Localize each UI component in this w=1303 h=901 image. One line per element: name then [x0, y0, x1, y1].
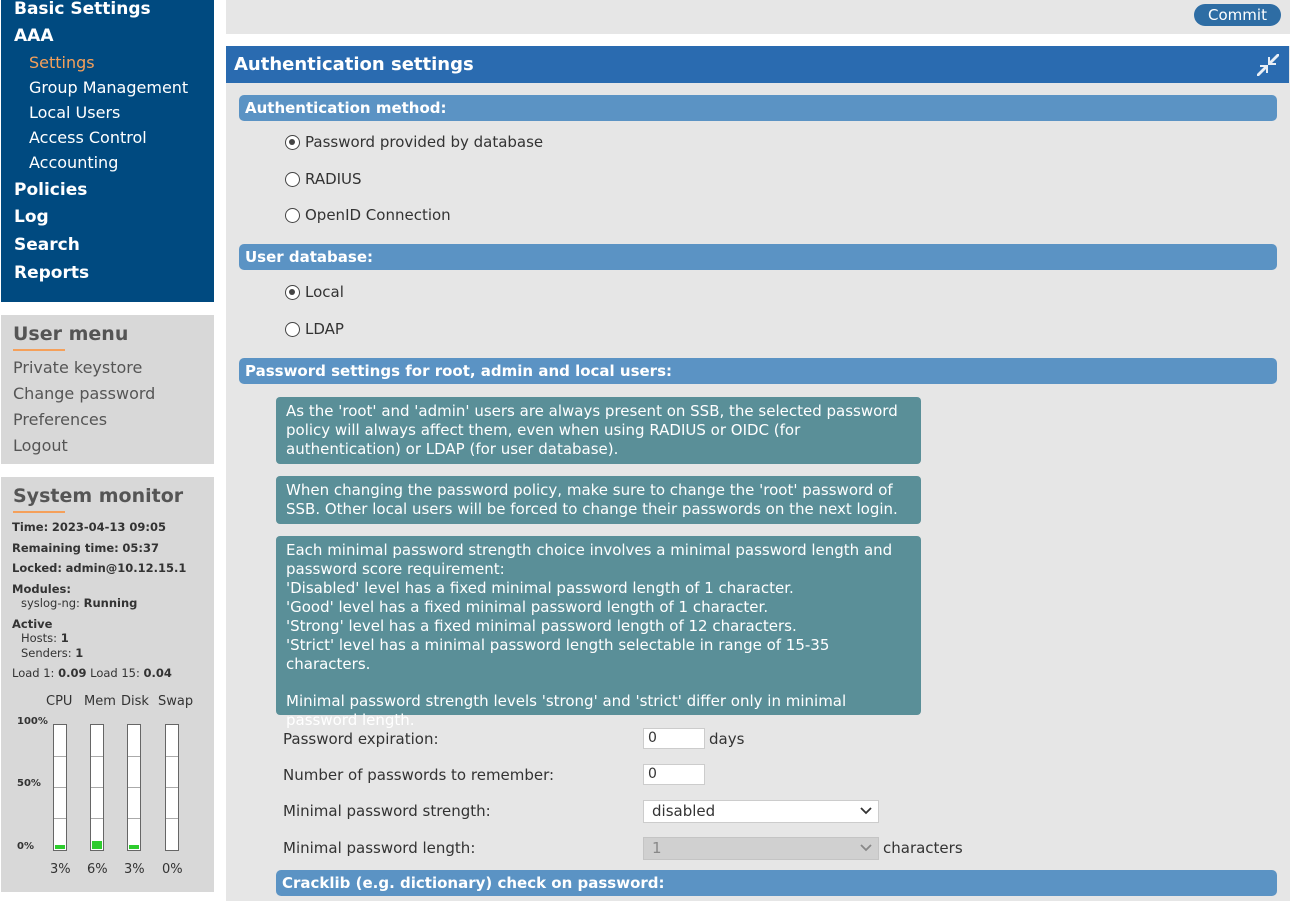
user-menu-underline [13, 349, 65, 351]
nav-access-control[interactable]: Access Control [29, 128, 147, 147]
panel-title: Authentication settings [234, 54, 474, 75]
sysmon-remaining: Remaining time: 05:37 [12, 541, 159, 555]
info-note-strength-levels [276, 536, 921, 729]
passwords-remember-input[interactable]: 0 [643, 764, 705, 785]
chevron-down-icon [860, 806, 872, 816]
mem-usage-fill [92, 841, 102, 849]
radio-unselected-icon [285, 208, 300, 223]
chevron-down-icon [860, 843, 872, 853]
swap-usage-value: 0% [162, 862, 183, 877]
sysmon-time: Time: 2023-04-13 09:05 [12, 520, 166, 534]
password-expiration-label: Password expiration: [283, 730, 439, 748]
auth-method-header: Authentication method: [239, 95, 1277, 121]
sysmon-modules-label: Modules: [12, 582, 71, 596]
nav-log[interactable]: Log [14, 207, 49, 227]
note-line: When changing the password policy, make sure to change the 'root' password of [286, 481, 893, 499]
min-password-length-unit: characters [883, 839, 963, 857]
disk-usage-bar [127, 724, 141, 851]
scale-50: 50% [17, 778, 41, 789]
auth-method-database-radio[interactable] [285, 133, 543, 151]
cpu-usage-fill [55, 845, 65, 849]
auth-method-radius-radio[interactable] [285, 170, 362, 188]
top-toolbar [226, 0, 1290, 34]
nav-local-users[interactable]: Local Users [29, 103, 121, 122]
cpu-usage-bar [53, 724, 67, 851]
password-expiration-unit: days [709, 730, 745, 748]
sysmon-module-syslog-ng: syslog-ng: Running [21, 596, 138, 610]
disk-bar-label: Disk [121, 694, 149, 709]
nav-search[interactable]: Search [14, 235, 80, 255]
nav-group-management[interactable]: Group Management [29, 78, 189, 97]
auth-method-openid-label: OpenID Connection [305, 206, 451, 224]
min-password-strength-value: disabled [652, 802, 716, 820]
note-line: As the 'root' and 'admin' users are always present on SSB, the selected password [286, 402, 898, 420]
nav-reports[interactable]: Reports [14, 263, 90, 283]
note-line: 'Good' level has a fixed minimal password length of 1 character. [286, 598, 769, 616]
preferences-link[interactable]: Preferences [13, 410, 108, 429]
user-db-local-radio[interactable] [285, 283, 344, 301]
password-expiration-input[interactable]: 0 [643, 728, 705, 749]
auth-method-database-label: Password provided by database [305, 133, 544, 151]
note-line: Minimal password strength levels 'strong' and 'strict' differ only in minimal [286, 692, 847, 710]
note-line: authentication) or LDAP (for user database). [286, 440, 619, 458]
note-line: 'Strict' level has a minimal password length selectable in range of 15-35 characters. [286, 636, 830, 673]
mem-usage-value: 6% [87, 862, 108, 877]
note-line: SSB. Other local users will be forced to change their passwords on the next login. [286, 500, 898, 518]
system-monitor [1, 477, 214, 892]
sysmon-hosts: Hosts: 1 [21, 631, 69, 645]
user-db-ldap-radio[interactable] [285, 320, 344, 338]
note-line: Each minimal password strength choice involves a minimal password length and [286, 541, 893, 559]
main-navigation [1, 0, 214, 302]
auth-method-openid-radio[interactable] [285, 206, 451, 224]
cpu-usage-value: 3% [50, 862, 71, 877]
sysmon-senders: Senders: 1 [21, 646, 84, 660]
user-menu [1, 315, 214, 464]
scale-0: 0% [17, 841, 34, 852]
note-line: 'Disabled' level has a fixed minimal password length of 1 character. [286, 579, 794, 597]
nav-accounting[interactable]: Accounting [29, 153, 119, 172]
user-db-ldap-label: LDAP [305, 320, 344, 338]
sysmon-active-label: Active [12, 617, 53, 631]
mem-usage-bar [90, 724, 104, 851]
change-password-link[interactable]: Change password [13, 384, 156, 403]
note-line: password length. [286, 711, 415, 729]
min-password-strength-select[interactable] [643, 800, 879, 823]
scale-100: 100% [17, 716, 48, 727]
user-menu-title: User menu [13, 323, 129, 345]
mem-bar-label: Mem [84, 694, 116, 709]
note-line [286, 674, 911, 692]
auth-method-radius-label: RADIUS [305, 170, 362, 188]
collapse-icon[interactable] [1255, 52, 1281, 78]
min-password-length-value: 1 [652, 839, 662, 857]
nav-aaa-settings[interactable]: Settings [29, 53, 95, 72]
swap-usage-bar [165, 724, 179, 851]
radio-unselected-icon [285, 322, 300, 337]
user-db-local-label: Local [305, 283, 344, 301]
note-line: 'Strong' level has a fixed minimal password length of 12 characters. [286, 617, 797, 635]
password-settings-header: Password settings for root, admin and local users: [239, 358, 1277, 384]
cpu-bar-label: CPU [46, 694, 73, 709]
min-password-length-label: Minimal password length: [283, 839, 476, 857]
info-note-root-admin [276, 397, 921, 464]
radio-selected-icon [285, 135, 300, 150]
system-monitor-title: System monitor [13, 485, 184, 507]
radio-unselected-icon [285, 172, 300, 187]
disk-usage-value: 3% [124, 862, 145, 877]
sysmon-locked: Locked: admin@10.12.15.1 [12, 561, 187, 575]
nav-aaa[interactable]: AAA [14, 26, 54, 46]
user-database-header: User database: [239, 244, 1277, 270]
min-password-strength-label: Minimal password strength: [283, 802, 491, 820]
swap-bar-label: Swap [158, 694, 194, 709]
nav-policies[interactable]: Policies [14, 180, 88, 200]
logout-link[interactable]: Logout [13, 436, 68, 455]
note-line: password score requirement: [286, 560, 505, 578]
info-note-change-policy [276, 476, 921, 524]
radio-selected-icon [285, 285, 300, 300]
commit-button[interactable]: Commit [1194, 4, 1281, 26]
min-password-length-select [643, 837, 879, 860]
private-keystore-link[interactable]: Private keystore [13, 358, 143, 377]
cracklib-header: Cracklib (e.g. dictionary) check on password: [276, 870, 1277, 896]
system-monitor-underline [13, 511, 65, 513]
note-line: policy will always affect them, even when using RADIUS or OIDC (for [286, 421, 801, 439]
sysmon-load: Load 1: 0.09 Load 15: 0.04 [12, 666, 172, 680]
sidebar [0, 0, 215, 901]
nav-basic-settings[interactable]: Basic Settings [14, 0, 151, 19]
passwords-remember-label: Number of passwords to remember: [283, 766, 555, 784]
disk-usage-fill [129, 845, 139, 849]
